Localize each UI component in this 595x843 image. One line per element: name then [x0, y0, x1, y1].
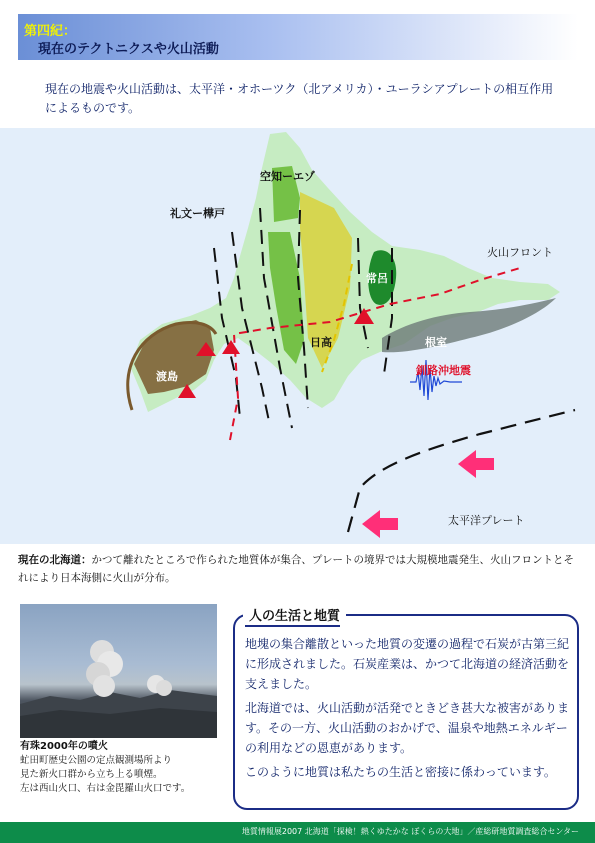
eruption-photo-illustration — [20, 604, 217, 738]
caption-text: かつて離れたところで作られた地質体が集合、プレートの境界では大規模地震発生、火山フロントとそれにより日本海側に火山が分布。 — [18, 554, 574, 584]
map-label-hidaka: 日高 — [310, 336, 332, 349]
life-paragraph: 地塊の集合離散といった地質の変遷の過程で石炭が古第三紀に形成されました。石炭産業は、かつて北海道の経済活動を支えました。 — [245, 637, 570, 691]
map-label-kushiro-oki-quake: 釧路沖地震 — [416, 364, 471, 377]
footer-text: 地質情報展2007 北海道「探検！熱くゆたかな ぼくらの大地」／産総研地質調査総合センター — [241, 827, 579, 836]
plate-motion-arrow — [362, 510, 398, 538]
map-label-volcanic-front: 火山フロント — [487, 246, 553, 259]
photo-caption — [20, 740, 230, 796]
page-title: 現在のテクトニクスや火山活動 — [38, 42, 219, 57]
map-label-sorachi-ezo: 空知ーエゾ — [260, 170, 315, 183]
life-paragraph: このように地質は私たちの生活と密接に係わっています。 — [245, 765, 556, 779]
map-caption — [18, 551, 583, 587]
tectonic-map — [0, 128, 595, 544]
caption-lead: 現在の北海道： — [18, 554, 92, 566]
photo-caption-title: 有珠2000年の噴火 — [20, 741, 108, 752]
era-label: 第四紀： — [24, 24, 77, 39]
plate-motion-arrow — [458, 450, 494, 478]
life-box-title: 人の生活と地質 — [243, 605, 346, 624]
map-label-pacific-plate: 太平洋プレート — [448, 514, 525, 527]
photo-caption-line: 左は西山火口、右は金毘羅山火口です。 — [20, 783, 191, 794]
photo-caption-line: 虻田町歴史公園の定点観測場所より — [20, 755, 173, 766]
map-label-rebun-kabato: 礼文ー樺戸 — [170, 207, 225, 220]
eruption-photo — [20, 604, 217, 738]
map-label-tokoro: 常呂 — [366, 272, 388, 285]
life-box-body — [245, 634, 573, 786]
photo-caption-line: 見た新火口群から立ち上る噴煙。 — [20, 769, 163, 780]
life-paragraph: 北海道では、火山活動が活発でときどき甚大な被害があります。その一方、火山活動のおかげで、温泉や地熱エネルギーの利用などの恩恵があります。 — [245, 701, 570, 755]
intro-text: 現在の地震や火山活動は、太平洋・オホーツク（北アメリカ）・ユーラシアプレートの相互作用によるものです。 — [45, 82, 554, 115]
map-label-nemuro: 根室 — [425, 336, 447, 349]
map-label-oshima: 渡島 — [156, 370, 178, 383]
